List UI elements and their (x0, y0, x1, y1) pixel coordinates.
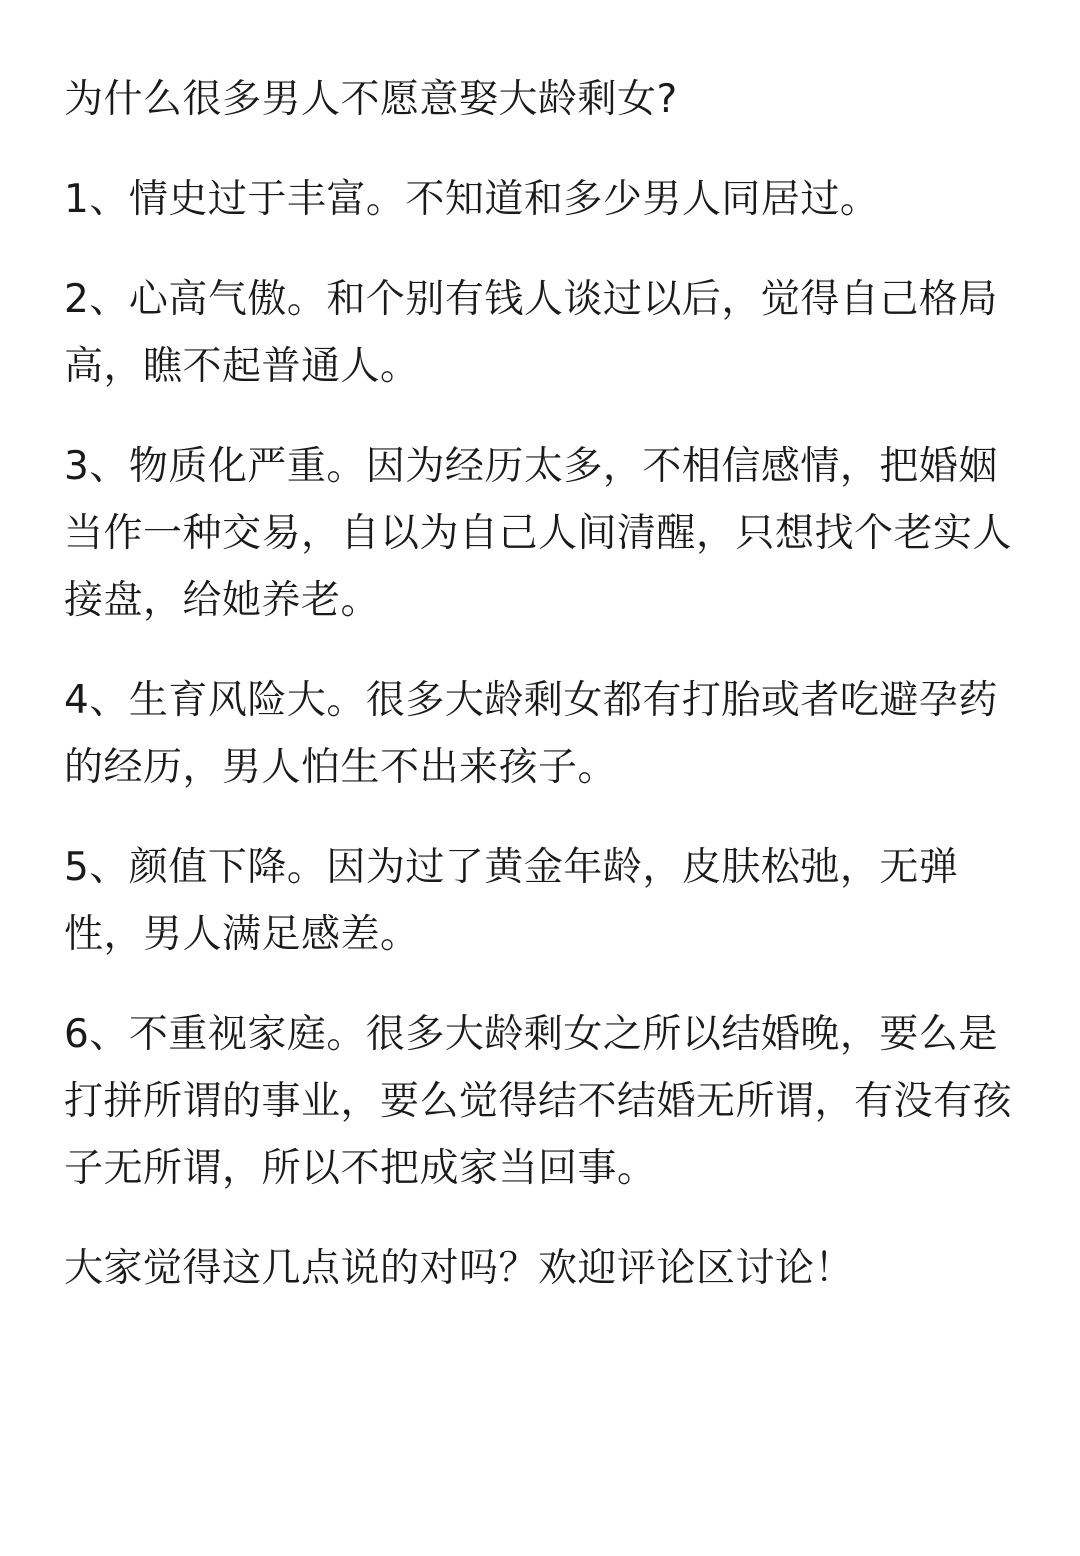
point-3: 3、物质化严重。因为经历太多，不相信感情，把婚姻当作一种交易，自以为自己人间清醒，只想找个老实人接盘，给她养老。 (64, 444, 1013, 623)
document-title: 为什么很多男人不愿意娶大龄剩女? (64, 77, 678, 122)
point-1: 1、情史过于丰富。不知道和多少男人同居过。 (64, 177, 880, 222)
point-2: 2、心高气傲。和个别有钱人谈过以后，觉得自己格局高，瞧不起普通人。 (64, 277, 998, 389)
point-5: 5、颜值下降。因为过了黄金年龄，皮肤松弛，无弹性，男人满足感差。 (64, 845, 959, 957)
document-body (64, 66, 1016, 1302)
point-6: 6、不重视家庭。很多大龄剩女之所以结婚晚，要么是打拼所谓的事业，要么觉得结不结婚无所谓，有没有孩子无所谓，所以不把成家当回事。 (64, 1012, 1013, 1191)
closing-question: 大家觉得这几点说的对吗？欢迎评论区讨论！ (64, 1246, 855, 1291)
point-4: 4、生育风险大。很多大龄剩女都有打胎或者吃避孕药的经历，男人怕生不出来孩子。 (64, 678, 998, 790)
